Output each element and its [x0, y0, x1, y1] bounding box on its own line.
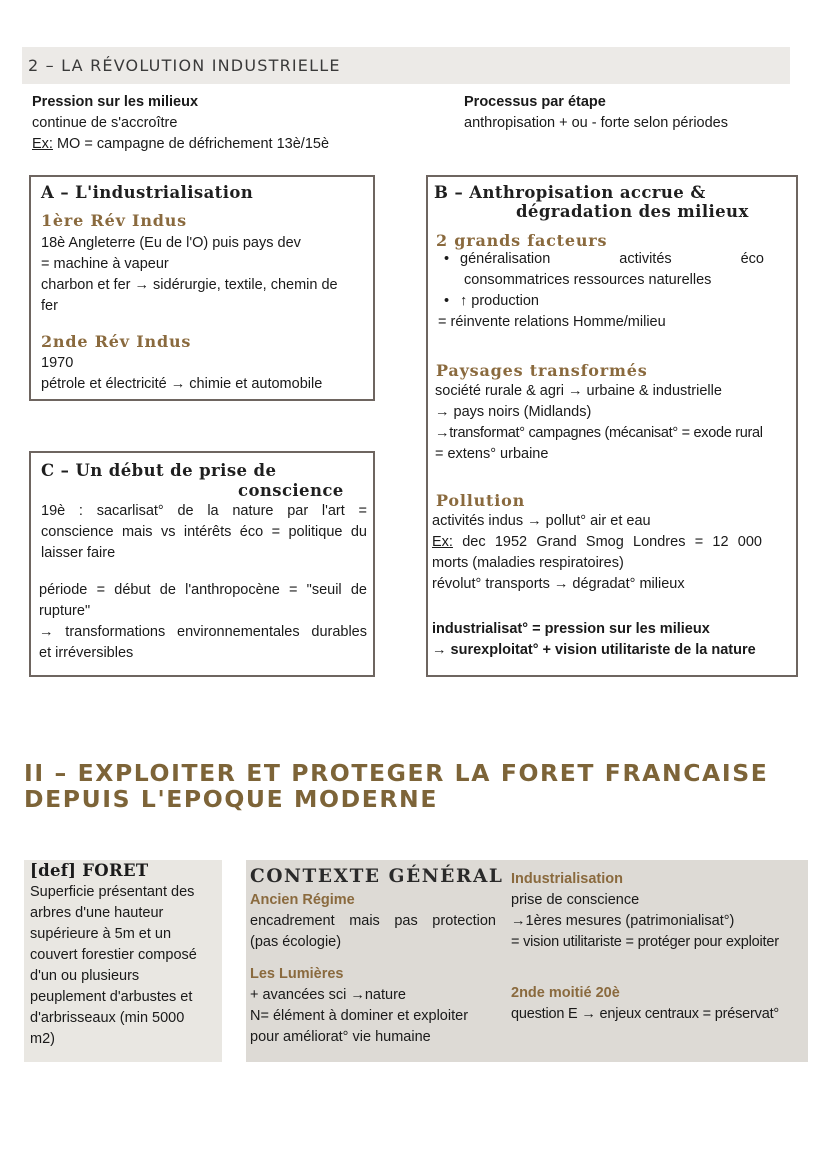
box-c-line: conscience mais vs intérêts éco = politique du [41, 524, 367, 540]
box-b-sub1: 2 grands facteurs [436, 231, 608, 250]
definition-line: d'un ou plusieurs [30, 968, 140, 984]
box-b-sub3: Pollution [436, 491, 526, 510]
intro-right [464, 92, 728, 134]
example-text: MO = campagne de défrichement 13è/15è [52, 136, 330, 152]
box-b-line: → pays noirs (Midlands) [435, 404, 592, 420]
box-anthropisation [426, 175, 798, 677]
box-b-bullet-cont: consommatrices ressources naturelles [464, 272, 712, 288]
box-industrialisation [29, 175, 375, 401]
box-b-line: →transformat° campagnes (mécanisat° = exode rural [435, 425, 763, 441]
intro-left-title: Pression sur les milieux [32, 94, 199, 110]
box-a-sub1: 1ère Rév Indus [41, 211, 187, 230]
box-debut-conscience [29, 451, 375, 677]
box-b-line: = extens° urbaine [435, 446, 549, 462]
box-c-title-line2: conscience [238, 481, 344, 500]
box-a-line: 1970 [41, 355, 74, 371]
context-line: encadrement mais pas protection [250, 913, 496, 929]
box-a-title: A – L'industrialisation [41, 183, 254, 202]
definition-line: d'arbrisseaux (min 5000 [30, 1010, 185, 1026]
box-c-line: → transformations environnementales durables [39, 624, 367, 640]
intro-left-line: continue de s'accroître [32, 115, 178, 131]
box-b-title-line1: B – Anthropisation accrue & [434, 183, 706, 202]
box-b-sub2: Paysages transformés [436, 361, 648, 380]
box-b-conclusion: → surexploitat° + vision utilitariste de la nature [432, 642, 756, 658]
context-title: CONTEXTE GÉNÉRAL [250, 866, 504, 887]
section-2-line1: II – EXPLOITER ET PROTEGER LA FORET FRANCAISE [24, 759, 769, 787]
context-line: + avancées sci →nature [250, 987, 406, 1003]
definition-title: [def] FORET [30, 861, 149, 880]
intro-left-example [32, 134, 329, 155]
context-sub-20e: 2nde moitié 20è [511, 985, 620, 1001]
box-a-line: = machine à vapeur [41, 256, 169, 272]
box-a-line: fer [41, 298, 58, 314]
box-b-bullet: • ↑ production [434, 291, 764, 312]
context-line: prise de conscience [511, 892, 640, 908]
context-line: →1ères mesures (patrimonialisat°) [511, 913, 735, 929]
box-a-line: charbon et fer → sidérurgie, textile, chemin de [41, 277, 338, 293]
section-banner [22, 47, 790, 84]
box-b-line [432, 532, 762, 553]
box-b-title-line2: dégradation des milieux [516, 202, 749, 221]
context-line: pour améliorat° vie humaine [250, 1029, 431, 1045]
box-a-line: pétrole et électricité → chimie et automobile [41, 376, 323, 392]
context-line: = vision utilitariste = protéger pour exploiter [511, 934, 779, 950]
context-line: (pas écologie) [250, 934, 342, 950]
box-a-line: 18è Angleterre (Eu de l'O) puis pays dev [41, 235, 301, 251]
box-c-line: rupture" [39, 603, 91, 619]
box-b-line: révolut° transports → dégradat° milieux [432, 576, 685, 592]
context-line: N= élément à dominer et exploiter [250, 1008, 469, 1024]
definition-line: Superficie présentant des [30, 884, 195, 900]
intro-right-title: Processus par étape [464, 94, 606, 110]
box-b-line: société rurale & agri → urbaine & industrielle [435, 383, 722, 399]
definition-box [24, 860, 222, 1062]
box-c-line: et irréversibles [39, 645, 134, 661]
section-banner-title: 2 – LA RÉVOLUTION INDUSTRIELLE [28, 56, 341, 75]
section-2-line2: DEPUIS L'EPOQUE MODERNE [24, 785, 438, 813]
box-b-conclusion: industrialisat° = pression sur les milieux [432, 621, 710, 637]
context-sub-ancien-regime: Ancien Régime [250, 892, 355, 908]
definition-line: couvert forestier composé [30, 947, 197, 963]
context-line: question E → enjeux centraux = préservat° [511, 1006, 780, 1022]
box-b-line: morts (maladies respiratoires) [432, 555, 624, 571]
example-label: Ex: [32, 136, 53, 152]
context-box [246, 860, 808, 1062]
box-b-bullet: • généralisation activités éco [434, 249, 764, 270]
section-2-heading [24, 760, 768, 812]
intro-left [32, 92, 329, 155]
definition-line: peuplement d'arbustes et [30, 989, 193, 1005]
box-b-line: activités indus → pollut° air et eau [432, 513, 651, 529]
context-sub-lumieres: Les Lumières [250, 966, 344, 982]
box-c-line: période = début de l'anthropocène = "seuil de [39, 582, 367, 598]
example-text: dec 1952 Grand Smog Londres = 12 000 [452, 534, 762, 550]
example-label: Ex: [432, 534, 453, 550]
box-c-title-line1: C – Un début de prise de [41, 461, 277, 480]
definition-line: supérieure à 5m et un [30, 926, 172, 942]
box-b-line: = réinvente relations Homme/milieu [438, 314, 666, 330]
box-c-line: 19è : sacarlisat° de la nature par l'art = [41, 503, 367, 519]
context-sub-industrialisation: Industrialisation [511, 871, 623, 887]
box-c-line: laisser faire [41, 545, 116, 561]
box-a-sub2: 2nde Rév Indus [41, 332, 192, 351]
definition-line: arbres d'une hauteur [30, 905, 164, 921]
definition-line: m2) [30, 1031, 55, 1047]
intro-right-line: anthropisation + ou - forte selon périodes [464, 115, 728, 131]
